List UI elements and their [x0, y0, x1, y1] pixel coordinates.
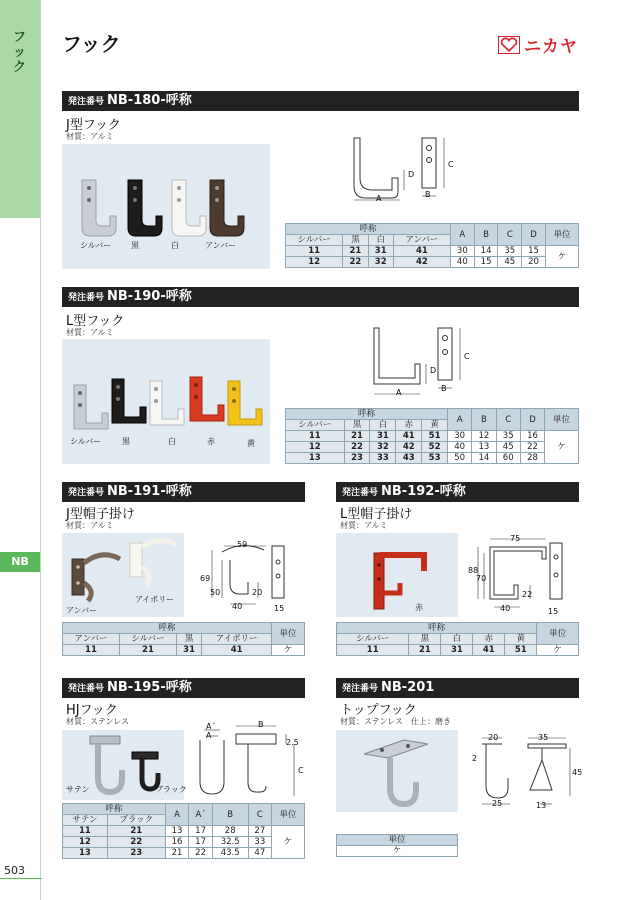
table-cell: 41 — [202, 645, 272, 656]
nb190-dim-c: C — [464, 352, 470, 361]
table-cell: 32 — [368, 257, 393, 268]
nb195-dim-b: B — [258, 720, 264, 729]
nb192-code: NB-192-呼称 — [381, 484, 466, 499]
table-head-yellow: 黄 — [422, 420, 448, 431]
hook-black — [112, 379, 146, 423]
table-cell: 41 — [473, 645, 505, 656]
table-cell: 45 — [498, 257, 522, 268]
table-head-yobisho: 呼称 — [337, 623, 537, 634]
hook-yellow — [228, 381, 262, 425]
table-cell: 11 — [63, 645, 120, 656]
nb180-caption-white: 白 — [171, 241, 179, 250]
nb190-caption-black: 黒 — [122, 437, 130, 446]
nb201-hook-photo — [336, 730, 458, 812]
hj-hook-satin — [90, 736, 122, 792]
nb190-header — [62, 287, 579, 307]
nb190-caption-red: 赤 — [207, 437, 215, 446]
table-row — [63, 645, 305, 656]
nb191-material: 材質：アルミ — [66, 521, 114, 530]
nb201-photo — [336, 730, 458, 812]
nb192-dim-40: 40 — [500, 604, 511, 613]
table-cell: 12 — [63, 837, 108, 848]
nb190-caption-white: 白 — [168, 437, 176, 446]
table-cell: 22 — [520, 442, 544, 453]
nb190-code: NB-190-呼称 — [107, 289, 192, 304]
table-head-unit: 単位 — [272, 623, 305, 645]
table-head-unit: 単位 — [337, 835, 458, 846]
table-head-black: 黒 — [409, 634, 441, 645]
nb191-order-label: 発注番号 — [68, 488, 105, 498]
table-cell: 23 — [107, 848, 165, 859]
table-head-yellow: 黄 — [505, 634, 537, 645]
table-head-b: B — [212, 804, 248, 826]
table-cell: 45 — [496, 442, 520, 453]
table-cell-unit: ケ — [537, 645, 579, 656]
table-cell: 40 — [448, 442, 472, 453]
nb191-dim-20: 20 — [252, 588, 263, 597]
nb180-caption-amber: アンバー — [205, 241, 237, 250]
table-cell: 43.5 — [212, 848, 248, 859]
nb195-header — [62, 678, 305, 698]
nb192-caption-red: 赤 — [415, 603, 423, 612]
nb192-hook-photo — [336, 533, 458, 617]
table-cell: 33 — [370, 453, 396, 464]
nb180-dim-a: A — [376, 194, 382, 203]
nb201-dim-20: 20 — [488, 733, 499, 742]
hook-silver — [82, 180, 116, 236]
table-head-ivory: アイボリー — [202, 634, 272, 645]
nb201-order-label: 発注番号 — [342, 684, 379, 694]
nb192-dim-15: 15 — [548, 607, 559, 616]
table-cell: 22 — [189, 848, 213, 859]
nb190-material: 材質：アルミ — [66, 328, 114, 337]
table-cell: 16 — [165, 837, 189, 848]
table-head-unit: 単位 — [272, 804, 305, 826]
table-cell: 22 — [343, 257, 368, 268]
hook-white — [172, 180, 206, 236]
table-cell: 12 — [286, 257, 343, 268]
table-head-c: C — [496, 409, 520, 431]
table-cell: 14 — [474, 246, 498, 257]
table-cell: 53 — [422, 453, 448, 464]
hat-hook-ivory — [130, 540, 176, 585]
nb180-dim-c: C — [448, 160, 454, 169]
table-head-white: 白 — [441, 634, 473, 645]
nb201-header — [336, 678, 579, 698]
table-head-satin: サテン — [63, 815, 108, 826]
hook-white — [150, 381, 184, 425]
nb195-dim-2-5: 2.5 — [286, 738, 299, 747]
nb192-photo — [336, 533, 458, 617]
nb195-dim-c: C — [298, 766, 304, 775]
table-cell: 31 — [368, 246, 393, 257]
nb190-caption-silver: シルバー — [70, 437, 102, 446]
nb191-dim-40: 40 — [232, 602, 243, 611]
table-row — [286, 431, 579, 442]
table-cell-unit: ケ — [337, 846, 458, 857]
table-row — [286, 442, 579, 453]
table-cell: 13 — [165, 826, 189, 837]
nb192-dim-88: 88 — [468, 566, 479, 575]
nb192-dim-70: 70 — [476, 574, 487, 583]
nb180-dimension-drawing — [340, 130, 470, 215]
nb195-order-label: 発注番号 — [68, 684, 105, 694]
brand-name: ニカヤ — [524, 37, 578, 57]
nb192-dim-75: 75 — [510, 534, 521, 543]
table-cell: 11 — [286, 431, 345, 442]
nb180-code: NB-180-呼称 — [107, 93, 192, 108]
table-cell: 35 — [496, 431, 520, 442]
heart-logo-icon — [498, 36, 520, 54]
table-cell: 31 — [177, 645, 202, 656]
nb191-caption-amber: アンバー — [66, 606, 98, 615]
table-head-red: 赤 — [473, 634, 505, 645]
nb192-dim-22: 22 — [522, 590, 533, 599]
table-head-white: 白 — [370, 420, 396, 431]
table-head-silver: シルバー — [337, 634, 409, 645]
table-head-black: ブラック — [107, 815, 165, 826]
table-cell: 40 — [450, 257, 474, 268]
nb191-spec-table — [62, 622, 305, 656]
nb190-dim-d: D — [430, 366, 437, 375]
nb201-name: トップフック — [340, 703, 417, 718]
table-cell: 20 — [522, 257, 546, 268]
nb201-dim-35: 35 — [538, 733, 549, 742]
table-cell-unit: ケ — [545, 246, 578, 268]
table-cell: 11 — [337, 645, 409, 656]
table-row — [63, 848, 305, 859]
table-head-a: A — [448, 409, 472, 431]
nb201-spec-table — [336, 834, 458, 857]
hook-silver — [74, 385, 108, 429]
table-cell: 42 — [396, 442, 422, 453]
nb191-header — [62, 482, 305, 502]
table-head-b: B — [474, 224, 498, 246]
nb192-spec-table — [336, 622, 579, 656]
nb180-spec-table — [285, 223, 579, 268]
table-head-silver: シルバー — [286, 420, 345, 431]
table-cell: 17 — [189, 826, 213, 837]
nb195-caption-satin: サテン — [66, 785, 90, 794]
nb191-dim-59: 59 — [237, 540, 248, 549]
table-head-a-prime: A´ — [189, 804, 213, 826]
table-head-black: 黒 — [177, 634, 202, 645]
table-head-yobisho: 呼称 — [63, 623, 272, 634]
table-head-silver: シルバー — [119, 634, 176, 645]
nb201-dim-45: 45 — [572, 768, 583, 777]
top-hook-polished — [364, 740, 428, 804]
table-row — [63, 826, 305, 837]
nb190-caption-yellow: 黄 — [247, 439, 255, 448]
nb180-order-label: 発注番号 — [68, 97, 105, 107]
table-cell-unit: ケ — [272, 826, 305, 859]
table-head-black: 黒 — [344, 420, 370, 431]
nb192-dimension-drawing — [470, 535, 580, 613]
table-head-amber: アンバー — [393, 235, 450, 246]
table-cell: 22 — [107, 837, 165, 848]
table-row — [286, 257, 579, 268]
table-head-yobisho: 呼称 — [286, 224, 451, 235]
table-cell: 51 — [505, 645, 537, 656]
table-cell: 17 — [189, 837, 213, 848]
nb195-spec-table — [62, 803, 305, 859]
table-cell: 33 — [248, 837, 272, 848]
table-row — [286, 246, 579, 257]
nb191-name: J型帽子掛け — [66, 507, 135, 522]
nb201-dim-13: 13 — [536, 801, 547, 810]
nb195-code: NB-195-呼称 — [107, 680, 192, 695]
table-head-yobisho: 呼称 — [63, 804, 166, 815]
hook-amber — [210, 180, 244, 236]
table-head-yobisho: 呼称 — [286, 409, 448, 420]
table-cell: 12 — [472, 431, 496, 442]
table-cell: 50 — [448, 453, 472, 464]
table-cell: 13 — [286, 453, 345, 464]
nb192-order-label: 発注番号 — [342, 488, 379, 498]
footer-rule — [0, 878, 42, 879]
nb-index-tab[interactable]: NB — [0, 552, 40, 572]
table-cell: 13 — [63, 848, 108, 859]
table-cell: 41 — [393, 246, 450, 257]
table-head-unit: 単位 — [545, 224, 578, 246]
table-row — [286, 453, 579, 464]
nb180-dim-b: B — [425, 190, 431, 199]
table-cell: 11 — [286, 246, 343, 257]
table-row — [337, 846, 458, 857]
nb191-dim-15: 15 — [274, 604, 285, 613]
nb195-dim-a-prime: A´ — [206, 722, 216, 731]
table-head-a: A — [165, 804, 189, 826]
table-cell: 42 — [393, 257, 450, 268]
nb195-material: 材質：ステンレス — [66, 717, 129, 726]
nb190-order-label: 発注番号 — [68, 293, 105, 303]
table-cell: 28 — [212, 826, 248, 837]
nb195-dim-a: A — [206, 731, 212, 740]
table-cell: 14 — [472, 453, 496, 464]
hat-hook-red — [374, 553, 424, 609]
nb191-dimension-drawing — [200, 540, 300, 610]
table-cell: 21 — [107, 826, 165, 837]
table-cell: 52 — [422, 442, 448, 453]
table-head-d: D — [520, 409, 544, 431]
table-head-c: C — [498, 224, 522, 246]
table-cell: 32.5 — [212, 837, 248, 848]
table-cell: 21 — [344, 431, 370, 442]
nb180-header — [62, 91, 579, 111]
table-head-c: C — [248, 804, 272, 826]
nb201-material: 材質：ステンレス 仕上：磨き — [340, 717, 451, 726]
table-cell: 12 — [286, 442, 345, 453]
hook-red — [190, 377, 224, 421]
nb180-material: 材質：アルミ — [66, 132, 114, 141]
table-cell: 21 — [165, 848, 189, 859]
table-head-red: 赤 — [396, 420, 422, 431]
nb201-dim-25: 25 — [492, 799, 503, 808]
table-cell: 15 — [522, 246, 546, 257]
nb192-name: L型帽子掛け — [340, 507, 413, 522]
table-head-amber: アンバー — [63, 634, 120, 645]
nb180-caption-silver: シルバー — [80, 241, 112, 250]
table-cell: 21 — [119, 645, 176, 656]
hook-black — [128, 180, 162, 236]
table-cell: 27 — [248, 826, 272, 837]
nb190-name: L型フック — [66, 314, 125, 329]
table-head-b: B — [472, 409, 496, 431]
table-cell: 35 — [498, 246, 522, 257]
table-cell: 51 — [422, 431, 448, 442]
nb190-dim-a: A — [396, 388, 402, 397]
nb201-dim-2: 2 — [472, 754, 478, 763]
nb192-header — [336, 482, 579, 502]
nb195-name: HJフック — [66, 703, 118, 718]
table-head-unit: 単位 — [545, 409, 579, 431]
table-cell: 32 — [370, 442, 396, 453]
nb201-code: NB-201 — [381, 680, 435, 695]
table-head-black: 黒 — [343, 235, 368, 246]
table-cell: 22 — [344, 442, 370, 453]
side-divider — [40, 0, 41, 900]
table-cell: 16 — [520, 431, 544, 442]
table-cell: 30 — [448, 431, 472, 442]
nb195-caption-black: ブラック — [155, 785, 187, 794]
nb192-material: 材質：アルミ — [340, 521, 388, 530]
table-cell: 23 — [344, 453, 370, 464]
category-side-label: フック — [13, 30, 27, 75]
nb191-code: NB-191-呼称 — [107, 484, 192, 499]
page-title: フック — [62, 32, 121, 56]
table-cell: 30 — [450, 246, 474, 257]
table-cell: 11 — [63, 826, 108, 837]
table-cell: 60 — [496, 453, 520, 464]
table-cell: 31 — [370, 431, 396, 442]
table-cell-unit: ケ — [545, 431, 579, 464]
table-head-d: D — [522, 224, 546, 246]
table-cell: 21 — [409, 645, 441, 656]
table-head-unit: 単位 — [537, 623, 579, 645]
table-head-white: 白 — [368, 235, 393, 246]
table-cell: 43 — [396, 453, 422, 464]
nb191-caption-ivory: アイボリー — [135, 595, 175, 604]
table-cell: 41 — [396, 431, 422, 442]
table-cell: 28 — [520, 453, 544, 464]
brand-logo — [498, 32, 578, 57]
nb190-spec-table — [285, 408, 579, 464]
hat-hook-amber — [72, 555, 120, 601]
page-number: 503 — [4, 864, 25, 877]
nb180-dim-d: D — [408, 170, 415, 179]
table-head-silver: シルバー — [286, 235, 343, 246]
table-row — [337, 645, 579, 656]
nb201-dimension-drawing — [470, 730, 583, 810]
nb190-dim-b: B — [441, 384, 447, 393]
nb180-name: J型フック — [66, 118, 121, 133]
table-cell: 15 — [474, 257, 498, 268]
nb180-caption-black: 黒 — [131, 241, 139, 250]
table-cell: 47 — [248, 848, 272, 859]
table-cell-unit: ケ — [272, 645, 305, 656]
nb190-dimension-drawing — [360, 322, 480, 407]
table-head-a: A — [450, 224, 474, 246]
nb191-dim-69: 69 — [200, 574, 211, 583]
table-cell: 13 — [472, 442, 496, 453]
table-row — [63, 837, 305, 848]
table-cell: 21 — [343, 246, 368, 257]
table-cell: 31 — [441, 645, 473, 656]
nb191-dim-50: 50 — [210, 588, 221, 597]
